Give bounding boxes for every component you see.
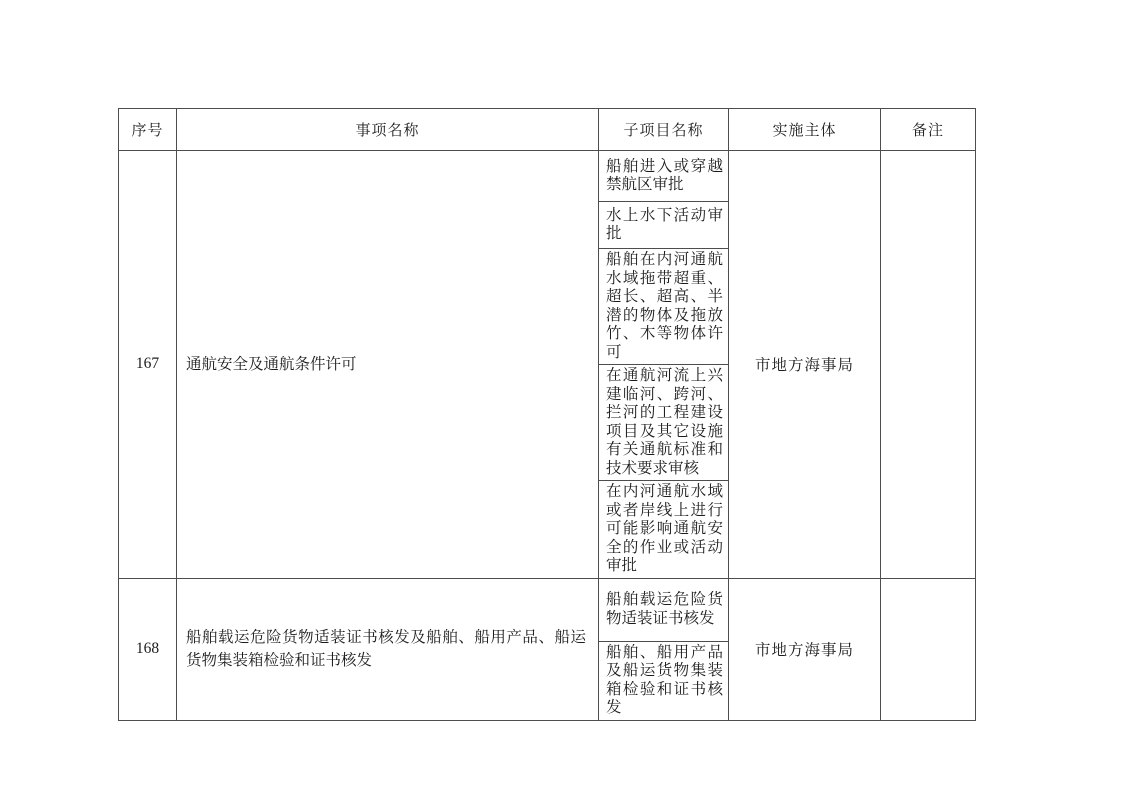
row-number-cell: 168 [119, 578, 177, 720]
item-name-cell: 通航安全及通航条件许可 [177, 151, 599, 579]
item-name-cell: 船舶载运危险货物适装证书核发及船舶、船用产品、船运货物集装箱检验和证书核发 [177, 578, 599, 720]
remark-cell [881, 151, 976, 579]
table-row [119, 578, 976, 641]
sub-project-cell: 在通航河流上兴建临河、跨河、拦河的工程建设项目及其它设施有关通航标准和技术要求审核 [599, 365, 729, 481]
sub-project-cell: 在内河通航水域或者岸线上进行可能影响通航安全的作业或活动审批 [599, 481, 729, 579]
table-header-row [119, 109, 976, 151]
col-header-sub-project: 子项目名称 [599, 109, 729, 151]
implementer-cell: 市地方海事局 [729, 151, 881, 579]
sub-project-cell: 船舶在内河通航水域拖带超重、超长、超高、半潜的物体及拖放竹、木等物体许可 [599, 249, 729, 365]
row-number-cell: 167 [119, 151, 177, 579]
sub-project-cell: 船舶、船用产品及船运货物集装箱检验和证书核发 [599, 641, 729, 720]
sub-project-cell: 船舶进入或穿越禁航区审批 [599, 151, 729, 202]
approval-items-table [118, 108, 976, 721]
implementer-cell: 市地方海事局 [729, 578, 881, 720]
remark-cell [881, 578, 976, 720]
col-header-number: 序号 [119, 109, 177, 151]
col-header-implementer: 实施主体 [729, 109, 881, 151]
table-row [119, 151, 976, 202]
col-header-remark: 备注 [881, 109, 976, 151]
sub-project-cell: 船舶载运危险货物适装证书核发 [599, 578, 729, 641]
col-header-item-name: 事项名称 [177, 109, 599, 151]
sub-project-cell: 水上水下活动审批 [599, 202, 729, 249]
